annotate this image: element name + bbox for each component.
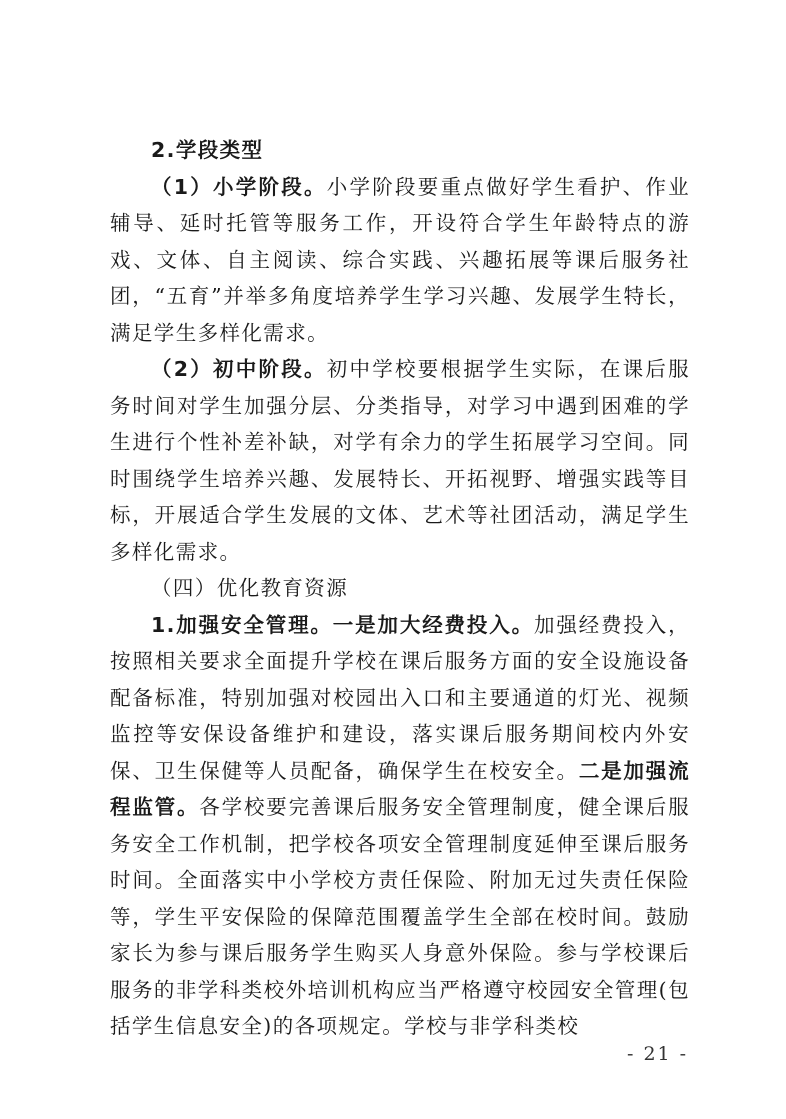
safety-point2-lead: 二是加强流程监管。 xyxy=(110,758,691,819)
subsection-heading xyxy=(110,570,690,607)
safety-point2-text: 各学校要完善课后服务安全管理制度，健全课后服务安全工作机制，把学校各项安全管理制度延伸至课后服务时间。全面落实中小学校方责任保险、附加无过失责任保险等，学生平安保险的保障范围覆盖学生全部在校时间。鼓励家长为参与课后服务学生购买人身意外保险。参与学校课后服务的非学科类校外培训机构应当严格遵守校园安全管理(包括学生信息安全)的各项规定。学校与非学科类校 xyxy=(110,795,690,1038)
paragraph-safety xyxy=(110,607,690,1045)
subsection-heading-text: （四）优化教育资源 xyxy=(151,576,349,600)
junior-stage-text: 初中学校要根据学生实际，在课后服务时间对学生加强分层、分类指导，对学习中遇到困难的学生进行个性补差补缺，对学有余力的学生拓展学习空间。同时围绕学生培养兴趣、发展特长、开拓视野、增强实践等目标，开展适合学生发展的文体、艺术等社团活动，满足学生多样化需求。 xyxy=(110,357,690,564)
page-number: - 21 - xyxy=(627,1043,689,1065)
body-text xyxy=(110,132,690,1045)
paragraph-primary-stage xyxy=(110,169,690,352)
section-heading xyxy=(110,132,690,169)
safety-lead: 1.加强安全管理。 xyxy=(151,612,333,637)
safety-point1-text: 加强经费投入，按照相关要求全面提升学校在课后服务方面的安全设施设备配备标准，特别加强对校园出入口和主要通道的灯光、视频监控等安保设备维护和建设，落实课后服务期间校内外安保、卫生保健等人员配备，确保学生在校安全。 xyxy=(110,612,690,783)
primary-stage-lead: （1）小学阶段。 xyxy=(151,174,327,199)
junior-stage-lead: （2）初中阶段。 xyxy=(151,357,327,381)
primary-stage-text: 小学阶段要重点做好学生看护、作业辅导、延时托管等服务工作，开设符合学生年龄特点的游戏、文体、自主阅读、综合实践、兴趣拓展等课后服务社团，“五育”并举多角度培养学生学习兴趣、发展学生特长，满足学生多样化需求。 xyxy=(110,174,690,345)
safety-point1-lead: 一是加大经费投入。 xyxy=(332,612,534,637)
section-heading-text: 2.学段类型 xyxy=(151,138,264,162)
paragraph-junior-stage xyxy=(110,351,690,570)
